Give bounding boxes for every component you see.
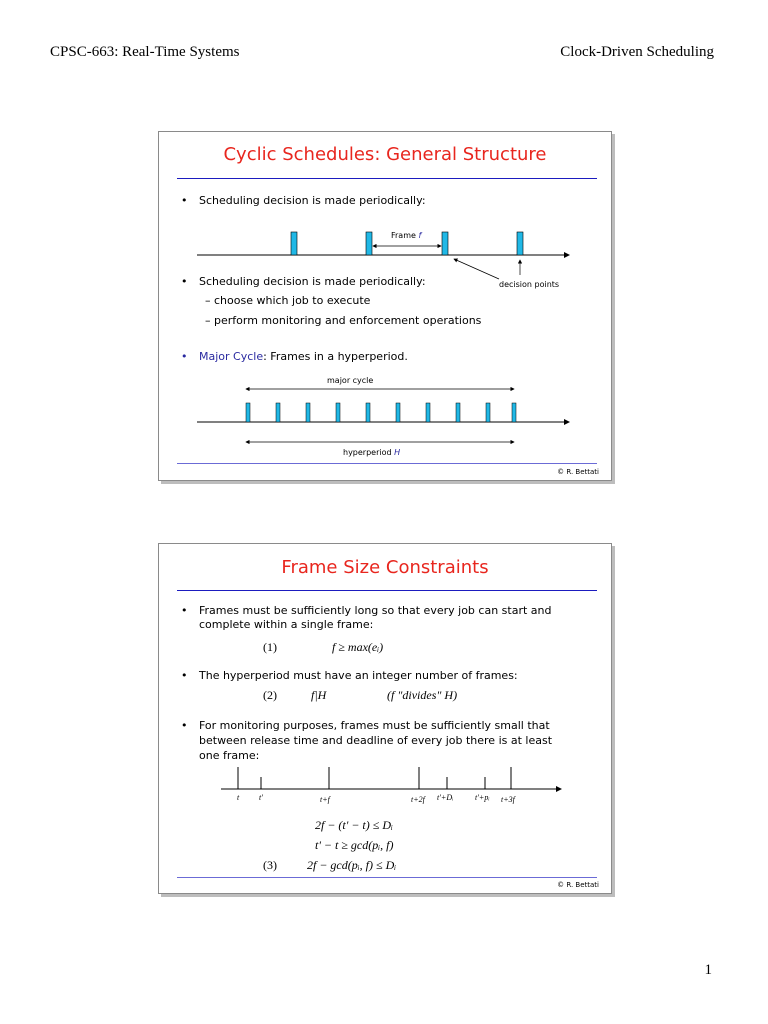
bullet-text: between release time and deadline of every job there is at least	[199, 734, 553, 747]
major-cycle-term: Major Cycle	[199, 350, 264, 363]
major-cycle-diagram	[159, 386, 611, 456]
footer-rule	[177, 877, 597, 878]
decision-point-marker	[442, 232, 448, 255]
bullet-text: For monitoring purposes, frames must be sufficiently small that	[199, 719, 550, 732]
bullet-text: Scheduling decision is made periodically:	[199, 194, 426, 207]
timeline-label: t'+pᵢ	[475, 793, 490, 802]
equation-divides: f|H	[311, 688, 327, 702]
bullet-text: Scheduling decision is made periodically:	[199, 275, 426, 288]
inequality-line-3: 2f − gcd(pᵢ, f) ≤ Dᵢ	[307, 858, 397, 872]
author-credit: © R. Bettati	[557, 881, 599, 889]
timeline-label: t	[237, 793, 240, 802]
equation-number: (3)	[263, 858, 277, 872]
inequality-line-2: t' − t ≥ gcd(pᵢ, f)	[315, 838, 394, 852]
hyperperiod-label: hyperperiod H	[343, 448, 401, 457]
timeline-label: t'	[259, 793, 263, 802]
footer-rule	[177, 463, 597, 464]
frame-label: Frame f	[391, 231, 422, 240]
decision-point-marker	[517, 232, 523, 255]
bullet-text: The hyperperiod must have an integer number of frames:	[199, 669, 518, 682]
timeline-label: t+f	[320, 795, 330, 804]
sub-bullet: – choose which job to execute	[205, 294, 371, 307]
bullet-text: : Frames in a hyperperiod.	[263, 350, 408, 363]
title-rule	[177, 590, 597, 591]
frame-constraint-timeline	[159, 764, 611, 804]
timeline-label: t+2f	[411, 795, 425, 804]
major-cycle-label: major cycle	[327, 376, 374, 385]
header-course-title: CPSC-663: Real-Time Systems	[50, 44, 240, 60]
slide-frame-size-constraints: Frame Size Constraints • Frames must be sufficiently long so that every job can start and complete within a single frame: (1) f ≥ max(eᵢ) • The hyperperiod must have an integer number of frames: (2) f|H (f "divides" H) • For monitoring purposes, frames must be sufficiently small that between release time and deadline of every job there is at least one frame: t t' t+f t+2f t'+Dᵢ t'+pᵢ t+3f 2f − (t' − t) ≤ Dᵢ t' − t ≥ gcd(pᵢ, f) (3) 2f − gcd(pᵢ, f) ≤ Dᵢ © R. Bettati	[158, 543, 612, 894]
equation-frame-min: f ≥ max(eᵢ)	[332, 640, 384, 654]
decision-point-pointer	[454, 259, 499, 279]
inequality-line-1: 2f − (t' − t) ≤ Dᵢ	[315, 818, 393, 832]
slide-cyclic-schedules: Cyclic Schedules: General Structure • Scheduling decision is made periodically: Frame f decision points • Scheduling decision is made periodically: – choose which job to execute – perform monitoring and enforcement operations • Major Cycle: Frames in a hyperperiod. major cycle hyperperiod H © R. Bettati	[158, 131, 612, 481]
equation-number: (1)	[263, 640, 277, 654]
decision-points-label: decision points	[499, 280, 560, 289]
timeline-label: t+3f	[501, 795, 515, 804]
bullet-text: one frame:	[199, 749, 260, 762]
title-rule	[177, 178, 597, 179]
bullet-text: complete within a single frame:	[199, 618, 374, 631]
bullet-text: Frames must be sufficiently long so that every job can start and	[199, 604, 552, 617]
header-chapter-title: Clock-Driven Scheduling	[560, 44, 714, 60]
frame-markers	[246, 403, 516, 422]
author-credit: © R. Bettati	[557, 468, 599, 476]
decision-point-marker	[291, 232, 297, 255]
slide-title: Frame Size Constraints	[281, 557, 489, 578]
equation-note: (f "divides" H)	[387, 688, 458, 702]
slide-title: Cyclic Schedules: General Structure	[223, 144, 547, 165]
decision-point-marker	[366, 232, 372, 255]
equation-number: (2)	[263, 688, 277, 702]
page-number: 1	[704, 962, 712, 978]
sub-bullet: – perform monitoring and enforcement operations	[205, 314, 482, 327]
timeline-label: t'+Dᵢ	[437, 793, 454, 802]
